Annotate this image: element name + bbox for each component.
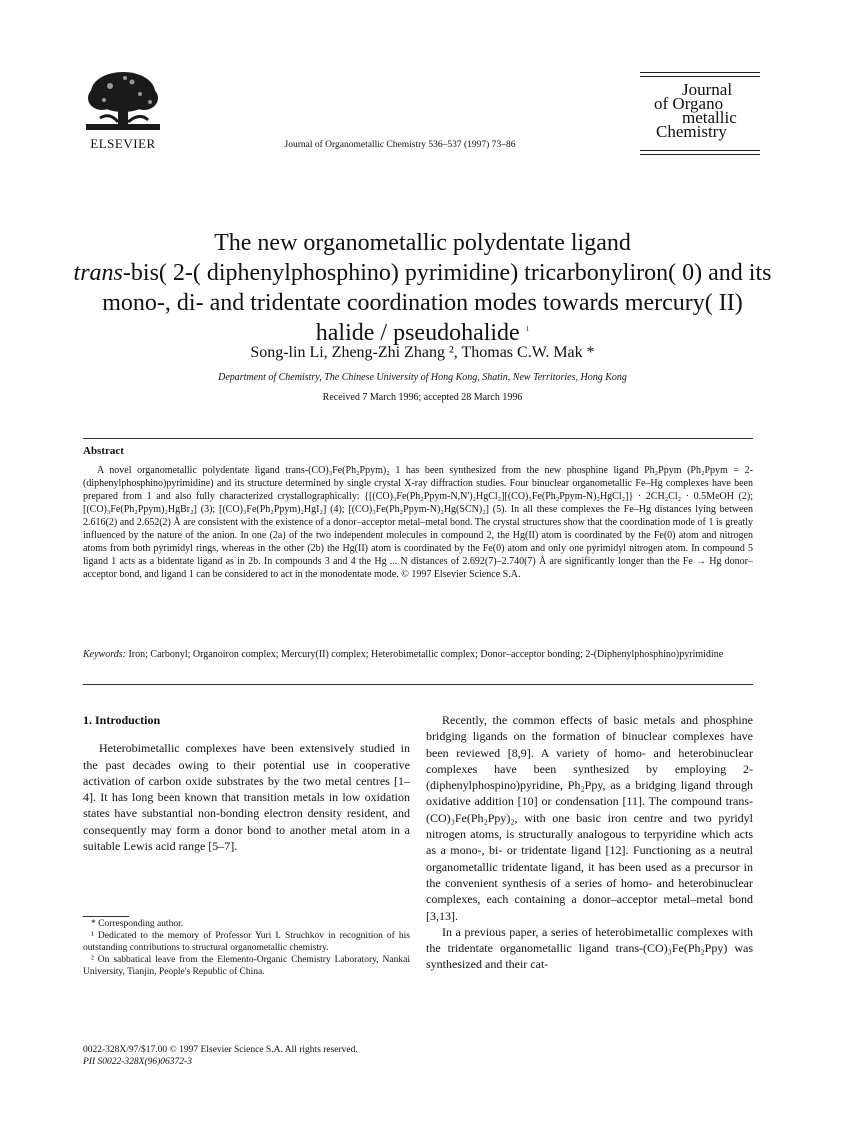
footnote-rule (83, 916, 129, 917)
publisher-logo (80, 68, 166, 152)
affiliation: Department of Chemistry, The Chinese University of Hong Kong, Shatin, New Territories, Hong Kong (218, 372, 627, 383)
title-footnote-mark: 1 (525, 325, 530, 333)
title-line-4-text: halide / pseudohalide (315, 320, 520, 346)
keywords-list: Iron; Carbonyl; Organoiron complex; Mercury(II) complex; Heterobimetallic complex; Donor–acceptor bonding; 2-(Diphenylphosphino)pyrimidine (128, 649, 724, 660)
footnote-1: ¹ Dedicated to the memory of Professor Yuri I. Struchkov in recognition of his outstanding contributions to structural organometallic chemistry. (83, 931, 410, 953)
abstract-top-rule (83, 438, 753, 439)
journal-logo-line4: Chemistry (656, 122, 727, 141)
body-column-left (83, 712, 410, 854)
footnotes (83, 918, 410, 978)
title-line-3: mono-, di- and tridentate coordination modes towards mercury( II) (102, 290, 743, 316)
author-list: Song-lin Li, Zheng-Zhi Zhang ², Thomas C.W. Mak * (250, 344, 595, 361)
title-line-2 (60, 258, 785, 288)
elsevier-tree-icon (80, 68, 166, 134)
journal-logo-line2: of Organo (654, 94, 724, 113)
paragraph: Heterobimetallic complexes have been extensively studied in the past decades owing to their potential use in cooperative activation of carbon oxide substrates by the two metal centres [1–4]. It has long been known that transition metals in low oxidation states have substantial non-bonding electron density resident, and consequently may form a donor bond to another metal atom in a suitable Lewis acid range [5–7]. (83, 741, 410, 854)
article-title (60, 228, 785, 348)
body-column-right (426, 712, 753, 973)
journal-citation: Journal of Organometallic Chemistry 536–537 (1997) 73–86 (284, 140, 516, 150)
footnote-2: ² On sabbatical leave from the Elemento-Organic Chemistry Laboratory, Nankai University, Tianjin, People's Republic of China. (83, 955, 410, 977)
title-italic-prefix: trans (73, 260, 123, 286)
footnote-corresponding: * Corresponding author. (91, 919, 184, 929)
section-heading: 1. Introduction (83, 713, 161, 727)
copyright-block (83, 1044, 483, 1068)
pii-line: PII S0022-328X(96)06372-3 (83, 1057, 192, 1067)
copyright-line: 0022-328X/97/$17.00 © 1997 Elsevier Science S.A. All rights reserved. (83, 1045, 358, 1055)
journal-logo-line1: Journal (682, 80, 733, 99)
paragraph: Recently, the common effects of basic metals and phosphine bridging ligands on the formation of binuclear complexes have been reviewed [8,9]. A variety of homo- and heterobinuclear complexes have been synthesized by employing 2-(diphenylphospino)pyridine, Ph₂Ppy, as a bridging ligand through oxidative addition [10] or condensation [11]. The compound trans-(CO)₃Fe(Ph₂Ppy)₂, with one basic iron centre and two pyridyl nitrogen atoms, is structurally analogous to terpyridine which acts as a mono-, bi- or tridentate ligand [12]. Functioning as a neutral organometallic tridentate ligand, it has been used as a precursor in the convenient synthesis of a series of homo- and heterobinuclear complexes, each containing a donor–acceptor metal–metal bond [3,13]. (426, 713, 753, 923)
title-line-1: The new organometallic polydentate ligand (214, 230, 631, 256)
keywords-label: Keywords: (83, 649, 126, 660)
abstract-bottom-rule (83, 684, 753, 685)
journal-logo (640, 70, 760, 160)
abstract-text: A novel organometallic polydentate ligand trans-(CO)₃Fe(Ph₂Ppym)₂ 1 has been synthesized from the new phosphine ligand Ph₂Ppym (Ph₂Ppym = 2-(diphenylphosphino)pyrimidine) and its structure determined by single crystal X-ray diffraction studies. Four binuclear organometallic Fe–Hg complexes have been prepared from 1 and also fully characterized crystallographically: {[(CO)₃Fe(Ph₂Ppym-N,N')₂HgCl₂][(CO)₃Fe(Ph₂Ppym-N)₂HgCl₂]} · 2CH₂Cl₂ · 0.5MeOH (2); [(CO)₃Fe(Ph₂Ppym)₂HgBr₂] (3); [(CO)₃Fe(Ph₂Ppym)₂HgI₂] (4); [(CO)₃Fe(Ph₂Ppym-N)₂Hg(SCN)₂] (5). In all these complexes the Fe–Hg distances lying between 2.616(2) and 2.652(2) Å are consistent with the existence of a donor–acceptor metal–metal bond. The crystal structures show that the coordination mode of 1 is greatly influenced by the nature of the anion. In one (2a) of the two independent molecules in compound 2, the Hg(II) atom is coordinated by the Fe(0) atom and nitrogen atoms from both pyrimidyl rings, whereas in the other (2b) the Hg(II) atom is coordinated by the Fe(0) atom and only one pyrimidyl nitrogen atom. In compound 5 ligand 1 acts as a bidentate ligand as in 2b. In compounds 3 and 4 the Hg ... N distances of 2.692(7)–2.740(7) Å are significantly longer than the Fe → Hg donor–acceptor bond, and ligand 1 can be considered to act in the monodentate mode. © 1997 Elsevier Science S.A. (83, 465, 753, 580)
keywords (83, 648, 753, 661)
publisher-name: ELSEVIER (90, 136, 156, 151)
paragraph: In a previous paper, a series of heterobimetallic complexes with the tridentate organometallic ligand trans-(CO)₃Fe(Ph₂Ppy) was synthesized and their cat- (426, 924, 753, 972)
received-dates: Received 7 March 1996; accepted 28 March 1996 (322, 392, 523, 403)
title-line-2-rest: -bis( 2-( diphenylphosphino) pyrimidine) tricarbonyliron( 0) and its (122, 260, 772, 286)
journal-logo-line3: metallic (682, 108, 737, 127)
abstract-heading: Abstract (83, 445, 124, 457)
